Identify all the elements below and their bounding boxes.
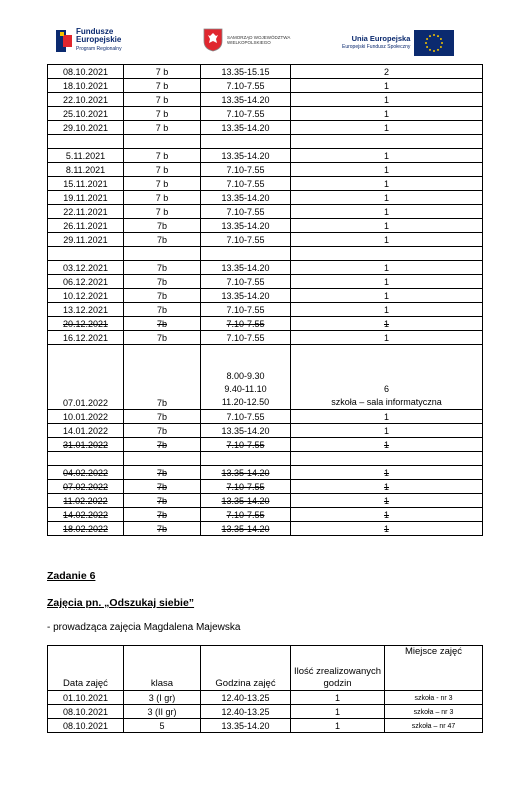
table-row — [48, 107, 483, 121]
class-cell: 7 b — [124, 163, 201, 177]
hours-cell: 1 — [291, 275, 483, 289]
eu-star-icon — [440, 38, 442, 40]
time-cell: 7.10-7.55 — [201, 233, 291, 247]
hours-cell: 1 — [291, 93, 483, 107]
header-class: klasa — [124, 646, 201, 691]
class-cell: 7b — [124, 261, 201, 275]
date-cell: 31.01.2022 — [48, 438, 124, 452]
date-cell — [48, 452, 124, 466]
hours-cell: 1 — [291, 480, 483, 494]
header-date: Data zajęć — [48, 646, 124, 691]
time-cell: 7.10-7.55 — [201, 331, 291, 345]
hours-cell: 1 — [291, 121, 483, 135]
table-row — [48, 233, 483, 247]
eu-star-icon — [426, 38, 428, 40]
time-line: 11.20-12.50 — [221, 397, 270, 407]
time-cell: 13.35-14.20 — [201, 522, 291, 536]
schedule-table-zadanie5 — [47, 64, 483, 536]
class-cell: 7b — [124, 303, 201, 317]
table-row — [48, 177, 483, 191]
date-cell: 13.12.2021 — [48, 303, 124, 317]
hours-cell: 1 — [291, 424, 483, 438]
date-cell: 25.10.2021 — [48, 107, 124, 121]
wm-line2: WIELKOPOLSKIEGO — [227, 40, 271, 45]
time-cell: 7.10-7.55 — [201, 410, 291, 424]
table-row — [48, 149, 483, 163]
time-cell: 13.35-14.20 — [201, 719, 291, 733]
table-row — [48, 303, 483, 317]
table-row — [48, 331, 483, 345]
time-cell: 13.35-14.20 — [201, 149, 291, 163]
date-cell: 01.10.2021 — [48, 691, 124, 705]
hours-cell: 1 — [291, 691, 385, 705]
date-cell: 04.02.2022 — [48, 466, 124, 480]
time-line: 9.40-11.10 — [224, 384, 267, 394]
table-row — [48, 65, 483, 79]
time-cell: 7.10-7.55 — [201, 107, 291, 121]
time-cell — [201, 452, 291, 466]
table-row — [48, 135, 483, 149]
leader-line: - prowadząca zajęcia Magdalena Majewska — [47, 622, 241, 633]
date-cell — [48, 247, 124, 261]
date-cell: 20.12.2021 — [48, 317, 124, 331]
hours-cell: 1 — [291, 303, 483, 317]
schedule-table-zadanie6 — [47, 645, 483, 733]
table-row — [48, 691, 483, 705]
time-cell: 7.10-7.55 — [201, 508, 291, 522]
class-cell: 7b — [124, 494, 201, 508]
class-cell: 7b — [124, 289, 201, 303]
time-cell: 13.35-14.20 — [201, 466, 291, 480]
hours-cell: 1 — [291, 719, 385, 733]
ue-line1: Unia Europejska — [351, 34, 411, 43]
date-cell: 22.10.2021 — [48, 93, 124, 107]
date-cell: 19.11.2021 — [48, 191, 124, 205]
table-header-row — [48, 646, 483, 691]
class-cell: 7 b — [124, 79, 201, 93]
date-cell: 14.01.2022 — [48, 424, 124, 438]
time-cell — [201, 247, 291, 261]
table-row — [48, 79, 483, 93]
class-cell: 7b — [124, 424, 201, 438]
class-cell: 7b — [124, 522, 201, 536]
class-cell: 7b — [124, 466, 201, 480]
hours-cell: 2 — [291, 65, 483, 79]
hours-cell: 1 — [291, 522, 483, 536]
class-cell: 7 b — [124, 107, 201, 121]
hours-cell: 1 — [291, 233, 483, 247]
class-cell — [124, 135, 201, 149]
fundusze-europejskie-logo — [56, 28, 122, 53]
class-cell: 7b — [124, 438, 201, 452]
date-cell: 11.02.2022 — [48, 494, 124, 508]
hours-cell: 1 — [291, 466, 483, 480]
eu-star-icon — [437, 35, 439, 37]
unia-europejska-logo — [342, 30, 454, 56]
time-cell: 13.35-14.20 — [201, 191, 291, 205]
time-cell — [201, 345, 291, 410]
header-time: Godzina zajęć — [201, 646, 291, 691]
table-row — [48, 219, 483, 233]
date-cell: 08.10.2021 — [48, 65, 124, 79]
date-cell: 08.10.2021 — [48, 705, 124, 719]
table-row — [48, 121, 483, 135]
fe-line1: Fundusze — [76, 27, 114, 36]
time-cell: 13.35-14.20 — [201, 93, 291, 107]
time-cell: 7.10-7.55 — [201, 317, 291, 331]
class-cell: 7b — [124, 345, 201, 410]
time-line: 8.00-9.30 — [226, 371, 265, 381]
class-cell: 7b — [124, 219, 201, 233]
date-cell: 29.11.2021 — [48, 233, 124, 247]
time-cell: 7.10-7.55 — [201, 480, 291, 494]
table-row — [48, 410, 483, 424]
time-cell — [201, 135, 291, 149]
eu-star-icon — [429, 49, 431, 51]
time-cell: 12.40-13.25 — [201, 705, 291, 719]
ue-line2: Europejski Fundusz Społeczny — [342, 44, 411, 50]
eu-star-icon — [429, 35, 431, 37]
fe-line2: Europejskie — [76, 35, 122, 44]
hours-cell: 1 — [291, 191, 483, 205]
table-row — [48, 93, 483, 107]
time-cell: 7.10-7.55 — [201, 177, 291, 191]
section-subheading: Zajęcia pn. „Odszukaj siebie” — [47, 597, 195, 609]
class-cell: 7 b — [124, 149, 201, 163]
fe-line3: Program Regionalny — [76, 46, 122, 52]
class-cell: 7 b — [124, 177, 201, 191]
class-cell: 7 b — [124, 65, 201, 79]
class-cell — [124, 247, 201, 261]
date-cell: 26.11.2021 — [48, 219, 124, 233]
table-row — [48, 317, 483, 331]
fe-mark-icon — [56, 30, 72, 52]
hours-cell: 1 — [291, 438, 483, 452]
hours-cell: 1 — [291, 508, 483, 522]
class-cell: 7 b — [124, 93, 201, 107]
class-cell: 7 b — [124, 191, 201, 205]
section-heading: Zadanie 6 — [47, 570, 96, 582]
page-header — [0, 0, 519, 64]
class-cell: 5 — [124, 719, 201, 733]
time-cell: 13.35-14.20 — [201, 261, 291, 275]
class-cell: 7b — [124, 508, 201, 522]
date-cell: 18.10.2021 — [48, 79, 124, 93]
eu-star-icon — [425, 42, 427, 44]
hours-cell: 1 — [291, 79, 483, 93]
eu-star-icon — [440, 46, 442, 48]
date-cell: 16.12.2021 — [48, 331, 124, 345]
date-cell: 10.01.2022 — [48, 410, 124, 424]
table-row — [48, 191, 483, 205]
hours-cell: 1 — [291, 177, 483, 191]
time-cell: 12.40-13.25 — [201, 691, 291, 705]
header-hours: Ilość zrealizowanych godzin — [291, 646, 385, 691]
place-cell: szkoła – nr 3 — [385, 705, 483, 719]
date-cell: 5.11.2021 — [48, 149, 124, 163]
hours-cell: 1 — [291, 331, 483, 345]
time-cell: 13.35-14.20 — [201, 494, 291, 508]
time-cell: 7.10-7.55 — [201, 163, 291, 177]
table-row — [48, 205, 483, 219]
hours-line: 6 — [383, 384, 389, 394]
hours-cell: 1 — [291, 163, 483, 177]
class-cell: 7b — [124, 233, 201, 247]
table-row — [48, 275, 483, 289]
hours-cell: 1 — [291, 219, 483, 233]
table-row — [48, 480, 483, 494]
time-cell: 13.35-14.20 — [201, 289, 291, 303]
hours-cell — [291, 345, 483, 410]
class-cell: 7b — [124, 410, 201, 424]
hours-cell: 1 — [291, 705, 385, 719]
hours-cell: 1 — [291, 149, 483, 163]
hours-cell — [291, 135, 483, 149]
table-row — [48, 345, 483, 410]
date-cell: 07.02.2022 — [48, 480, 124, 494]
header-place: Miejsce zajęć — [385, 646, 483, 691]
place-cell: szkoła – nr 47 — [385, 719, 483, 733]
table-row — [48, 508, 483, 522]
hours-cell: 1 — [291, 410, 483, 424]
table-row — [48, 452, 483, 466]
date-cell: 03.12.2021 — [48, 261, 124, 275]
table-row — [48, 522, 483, 536]
date-cell: 8.11.2021 — [48, 163, 124, 177]
table-row — [48, 494, 483, 508]
date-cell: 10.12.2021 — [48, 289, 124, 303]
date-cell — [48, 135, 124, 149]
class-cell: 7b — [124, 317, 201, 331]
table-row — [48, 261, 483, 275]
wm-line1: SAMORZĄD WOJEWÓDZTWA — [227, 35, 291, 40]
date-cell: 06.12.2021 — [48, 275, 124, 289]
eu-star-icon — [441, 42, 443, 44]
hours-cell — [291, 452, 483, 466]
table-row — [48, 466, 483, 480]
time-cell: 7.10-7.55 — [201, 79, 291, 93]
class-cell: 7b — [124, 480, 201, 494]
date-cell: 29.10.2021 — [48, 121, 124, 135]
table-row — [48, 163, 483, 177]
table-row — [48, 719, 483, 733]
samorzad-logo — [203, 28, 317, 52]
class-cell — [124, 452, 201, 466]
table-row — [48, 705, 483, 719]
time-cell: 7.10-7.55 — [201, 303, 291, 317]
hours-cell: 1 — [291, 107, 483, 121]
table-row — [48, 424, 483, 438]
class-cell: 7 b — [124, 205, 201, 219]
eu-star-icon — [433, 34, 435, 36]
hours-cell: 1 — [291, 261, 483, 275]
hours-cell — [291, 247, 483, 261]
date-cell: 14.02.2022 — [48, 508, 124, 522]
hours-cell: 1 — [291, 289, 483, 303]
time-cell: 7.10-7.55 — [201, 205, 291, 219]
time-cell: 7.10-7.55 — [201, 275, 291, 289]
time-cell: 13.35-14.20 — [201, 219, 291, 233]
time-cell: 13.35-14.20 — [201, 121, 291, 135]
hours-cell: 1 — [291, 494, 483, 508]
place-cell: szkoła - nr 3 — [385, 691, 483, 705]
date-cell: 18.02.2022 — [48, 522, 124, 536]
eu-star-icon — [433, 50, 435, 52]
eu-star-icon — [426, 46, 428, 48]
class-cell: 7b — [124, 275, 201, 289]
table-row — [48, 438, 483, 452]
time-cell: 13.35-15.15 — [201, 65, 291, 79]
class-cell: 7b — [124, 331, 201, 345]
class-cell: 3 (I gr) — [124, 691, 201, 705]
date-cell: 08.10.2021 — [48, 719, 124, 733]
table-row — [48, 289, 483, 303]
hours-line: szkoła – sala informatyczna — [331, 397, 442, 407]
time-cell: 13.35-14.20 — [201, 424, 291, 438]
date-cell: 15.11.2021 — [48, 177, 124, 191]
table-row — [48, 247, 483, 261]
time-cell: 7.10-7.55 — [201, 438, 291, 452]
date-cell: 22.11.2021 — [48, 205, 124, 219]
hours-cell: 1 — [291, 205, 483, 219]
date-cell: 07.01.2022 — [48, 345, 124, 410]
hours-cell: 1 — [291, 317, 483, 331]
eu-star-icon — [437, 49, 439, 51]
eagle-shield-icon — [203, 28, 223, 52]
class-cell: 7 b — [124, 121, 201, 135]
class-cell: 3 (II gr) — [124, 705, 201, 719]
eu-flag-icon — [414, 30, 454, 56]
